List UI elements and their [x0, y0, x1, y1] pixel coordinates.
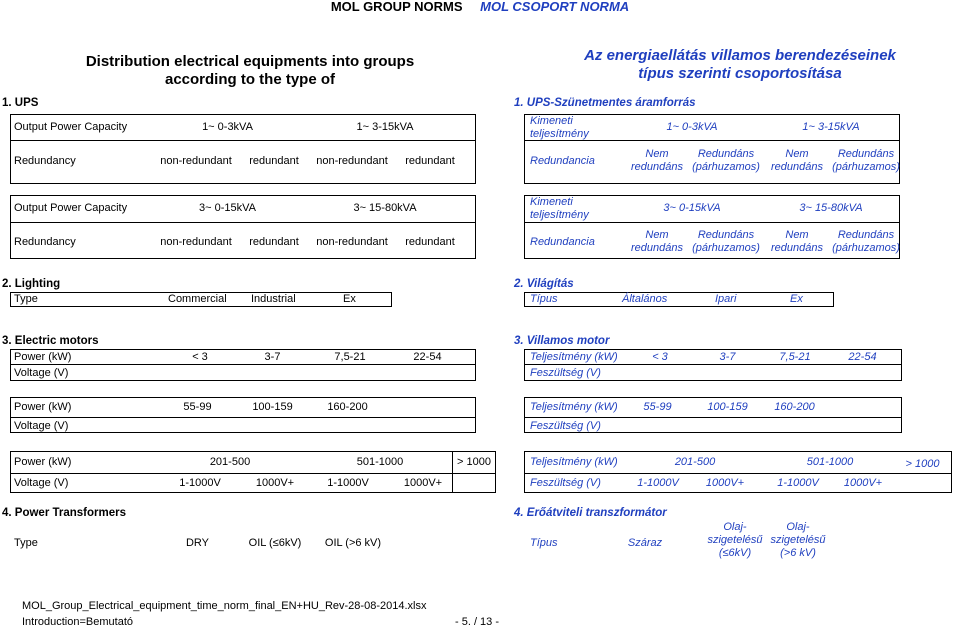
kimeneti-line1: Kimeneti — [530, 115, 573, 127]
redundancy-value-hu — [762, 229, 832, 255]
oil2-l2: szigetelésű — [770, 534, 826, 546]
rv-l2: redundáns — [771, 242, 823, 254]
type-label: Type — [14, 537, 38, 549]
oil1-l2: szigetelésű — [707, 534, 763, 546]
capacity-value-hu: 3~ 0-15kVA — [663, 202, 721, 214]
voltage-label: Voltage (V) — [14, 367, 69, 379]
divider — [524, 473, 952, 474]
redundancia-label: Redundancia — [530, 236, 595, 248]
rv-l2: (párhuzamos) — [692, 242, 760, 254]
kimeneti-line2: teljesítmény — [530, 128, 589, 140]
title-en-line2: according to the type of — [164, 71, 335, 88]
oil2-l1: Olaj- — [786, 521, 810, 533]
divider — [452, 451, 453, 493]
redundancy-value-hu — [830, 229, 902, 255]
capacity-value-hu: 1~ 3-15kVA — [802, 121, 860, 133]
rv-l1: Nem — [645, 229, 669, 241]
header-title-en: MOL GROUP NORMS — [330, 0, 463, 14]
kimeneti-label — [530, 115, 589, 141]
title-en-line1: Distribution electrical equipments into groups — [85, 53, 415, 70]
voltage-label-hu: Feszültség (V) — [530, 367, 601, 379]
page-header — [0, 0, 960, 14]
divider — [10, 364, 476, 365]
voltage-value-hu: 1000V+ — [843, 477, 883, 489]
redundancy-value: redundant — [405, 155, 455, 167]
power-value: 100-159 — [252, 401, 293, 413]
type-label-hu: Típus — [530, 293, 558, 305]
output-power-capacity-label: Output Power Capacity — [14, 202, 128, 214]
power-value: 3-7 — [264, 351, 281, 363]
divider — [524, 364, 902, 365]
divider — [524, 222, 900, 223]
kimeneti-label — [530, 196, 589, 222]
title-hu-line2: típus szerinti csoportosítása — [638, 65, 842, 82]
lighting-type: Industrial — [251, 293, 296, 305]
title-hu — [520, 47, 960, 83]
rv-l2: (párhuzamos) — [692, 161, 760, 173]
power-value: 22-54 — [413, 351, 442, 363]
power-value: 201-500 — [209, 456, 251, 468]
rv-l2: (párhuzamos) — [832, 161, 900, 173]
power-label-hu: Teljesítmény (kW) — [530, 401, 618, 413]
power-value-hu: < 3 — [652, 351, 668, 363]
power-value-hu: 160-200 — [774, 401, 815, 413]
power-label-hu: Teljesítmény (kW) — [530, 456, 618, 468]
voltage-value-hu: 1-1000V — [637, 477, 679, 489]
title-en — [40, 53, 460, 89]
capacity-value: 3~ 15-80kVA — [353, 202, 417, 214]
redundancy-value-hu — [690, 148, 762, 174]
motors-table-2-en — [10, 397, 476, 433]
section-transformers-hu: 4. Erőátviteli transzformátor — [514, 507, 667, 519]
divider — [10, 417, 476, 418]
transformer-type: DRY — [185, 537, 210, 549]
section-lighting-hu: 2. Világítás — [514, 278, 574, 290]
voltage-value: 1000V+ — [255, 477, 295, 489]
power-label: Power (kW) — [14, 351, 72, 363]
power-value: 7,5-21 — [334, 351, 366, 363]
power-value-hu: 22-54 — [848, 351, 877, 363]
voltage-value: 1000V+ — [403, 477, 443, 489]
voltage-value-hu: 1-1000V — [777, 477, 819, 489]
section-motors-hu: 3. Villamos motor — [514, 335, 610, 347]
redundancy-value: non-redundant — [316, 236, 388, 248]
voltage-value-hu: 1000V+ — [705, 477, 745, 489]
section-transformers-en: 4. Power Transformers — [2, 507, 126, 519]
transformer-type: OIL (>6 kV) — [324, 537, 382, 549]
power-value: 501-1000 — [356, 456, 404, 468]
power-label-hu: Teljesítmény (kW) — [530, 351, 618, 363]
redundancy-value-hu — [830, 148, 902, 174]
redundancy-value-hu — [690, 229, 762, 255]
kimeneti-line1: Kimeneti — [530, 196, 573, 208]
rv-l2: redundáns — [771, 161, 823, 173]
rv-l1: Redundáns — [837, 148, 895, 160]
rv-l1: Redundáns — [697, 148, 755, 160]
transformer-type-hu — [758, 521, 838, 560]
capacity-value: 1~ 3-15kVA — [356, 121, 414, 133]
power-value: < 3 — [192, 351, 208, 363]
redundancy-value: non-redundant — [316, 155, 388, 167]
oil2-l3: (>6 kV) — [780, 547, 816, 559]
type-label: Type — [14, 293, 38, 305]
divider — [10, 222, 476, 223]
oil1-l1: Olaj- — [723, 521, 747, 533]
section-motors-en: 3. Electric motors — [2, 335, 99, 347]
transformer-type-hu: Száraz — [627, 537, 663, 549]
power-value: > 1000 — [457, 456, 491, 468]
power-value: 55-99 — [183, 401, 212, 413]
rv-l1: Nem — [785, 229, 809, 241]
capacity-value: 1~ 0-3kVA — [202, 121, 253, 133]
type-label-hu: Típus — [530, 537, 558, 549]
voltage-label-hu: Feszültség (V) — [530, 420, 601, 432]
voltage-label-hu: Feszültség (V) — [530, 477, 601, 489]
redundancy-value: redundant — [249, 236, 299, 248]
output-power-capacity-label: Output Power Capacity — [14, 121, 128, 133]
rv-l2: (párhuzamos) — [832, 242, 900, 254]
lighting-type: Ex — [343, 293, 356, 305]
voltage-label: Voltage (V) — [14, 420, 69, 432]
capacity-value-hu: 3~ 15-80kVA — [799, 202, 863, 214]
redundancy-value: non-redundant — [160, 236, 232, 248]
divider — [524, 417, 902, 418]
voltage-label: Voltage (V) — [14, 477, 69, 489]
transformer-type: OIL (≤6kV) — [248, 537, 302, 549]
lighting-type-hu: Ex — [790, 293, 803, 305]
power-value: 160-200 — [327, 401, 368, 413]
header-title-hu: MOL CSOPORT NORMA — [480, 0, 630, 14]
kimeneti-line2: teljesítmény — [530, 209, 589, 221]
rv-l1: Nem — [785, 148, 809, 160]
section-ups-en: 1. UPS — [2, 97, 39, 109]
redundancy-value: redundant — [405, 236, 455, 248]
redundancy-value: redundant — [249, 155, 299, 167]
capacity-value: 3~ 0-15kVA — [199, 202, 256, 214]
redundancy-label: Redundancy — [14, 236, 76, 248]
rv-l2: redundáns — [631, 161, 683, 173]
power-value-hu: 3-7 — [719, 351, 736, 363]
lighting-type-hu: Általános — [622, 293, 668, 305]
title-hu-line1: Az energiaellátás villamos berendezéseinek — [584, 47, 896, 64]
redundancy-value-hu — [622, 148, 692, 174]
power-value-hu: 7,5-21 — [779, 351, 811, 363]
redundancy-value: non-redundant — [160, 155, 232, 167]
rv-l1: Redundáns — [697, 229, 755, 241]
redundancy-label: Redundancy — [14, 155, 76, 167]
section-lighting-en: 2. Lighting — [2, 278, 61, 290]
power-label: Power (kW) — [14, 456, 72, 468]
voltage-value: 1-1000V — [327, 477, 369, 489]
divider — [10, 473, 496, 474]
capacity-value-hu: 1~ 0-3kVA — [666, 121, 718, 133]
rv-l2: redundáns — [631, 242, 683, 254]
power-value-hu: 201-500 — [674, 456, 716, 468]
redundancy-value-hu — [622, 229, 692, 255]
power-value-hu: > 1000 — [905, 458, 940, 470]
redundancy-value-hu — [762, 148, 832, 174]
oil1-l3: (≤6kV) — [718, 547, 752, 559]
lighting-type-hu: Ipari — [715, 293, 737, 305]
rv-l1: Redundáns — [837, 229, 895, 241]
section-ups-hu: 1. UPS-Szünetmentes áramforrás — [514, 97, 696, 109]
lighting-table-hu — [524, 292, 834, 307]
voltage-value: 1-1000V — [179, 477, 221, 489]
lighting-type: Commercial — [168, 293, 227, 305]
footer-sheet: Introduction=Bemutató — [22, 616, 133, 628]
footer-filename: MOL_Group_Electrical_equipment_time_norm_final_EN+HU_Rev-28-08-2014.xlsx — [22, 600, 427, 612]
footer-page-number: - 5. / 13 - — [455, 616, 500, 628]
power-label: Power (kW) — [14, 401, 72, 413]
rv-l1: Nem — [645, 148, 669, 160]
redundancia-label: Redundancia — [530, 155, 595, 167]
power-value-hu: 100-159 — [707, 401, 748, 413]
divider — [10, 140, 476, 141]
power-value-hu: 55-99 — [643, 401, 672, 413]
power-value-hu: 501-1000 — [806, 456, 854, 468]
